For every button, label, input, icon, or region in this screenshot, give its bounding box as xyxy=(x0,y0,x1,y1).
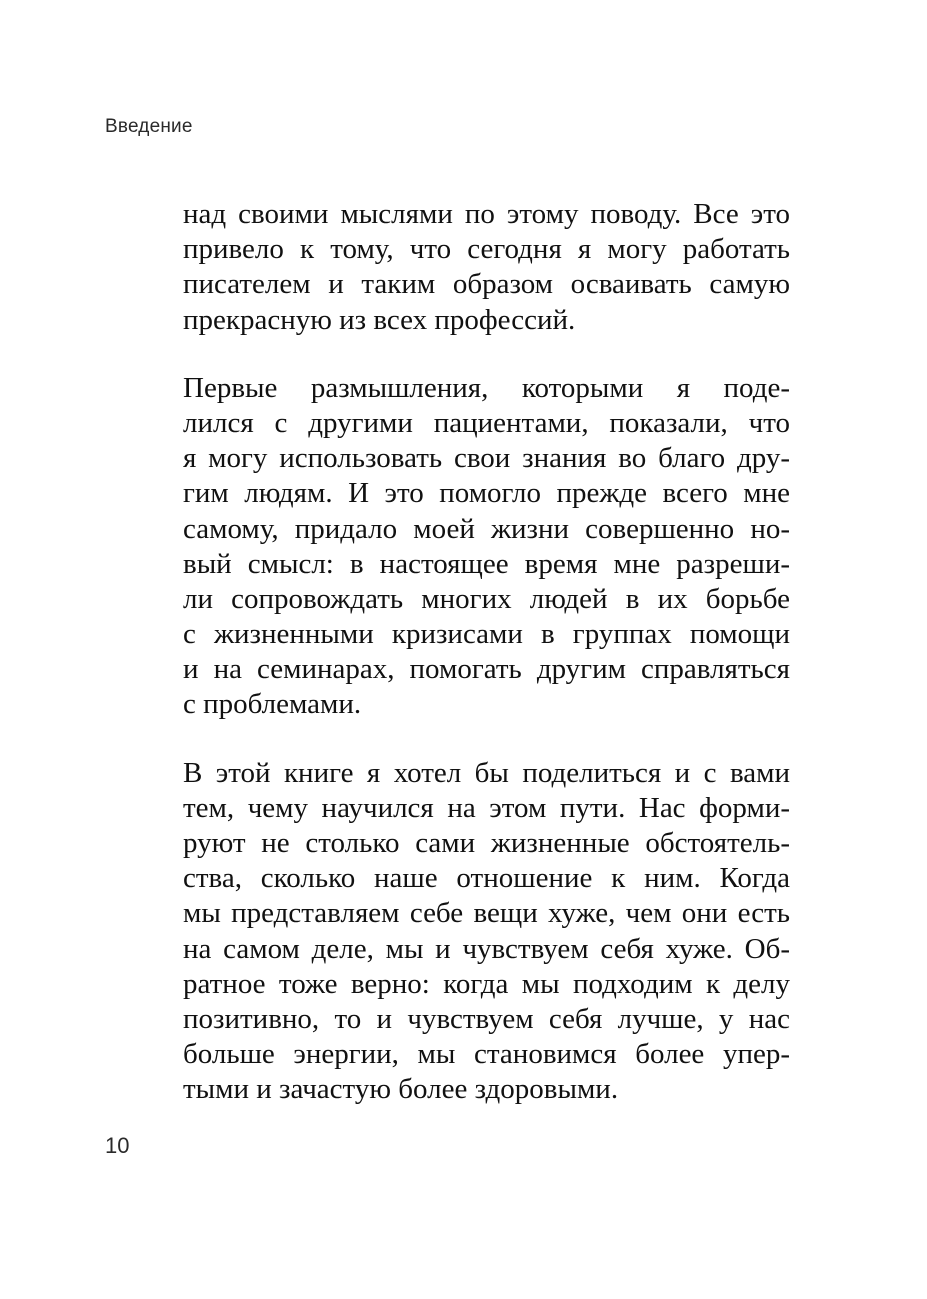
text-line: мы представляем себе вещи хуже, чем они есть xyxy=(183,897,790,930)
paragraph-gap xyxy=(183,338,790,371)
text-line: тыми и зачастую более здоровыми. xyxy=(183,1073,619,1106)
text-line: ли сопровождать многих людей в их борьбе xyxy=(183,582,790,615)
text-line: с жизненными кризисами в группах помощи xyxy=(183,618,790,651)
paragraph-2 xyxy=(183,371,790,723)
text-line: ства, сколько наше отношение к ним. Когда xyxy=(183,862,790,895)
text-line: руют не столько сами жизненные обстоятель- xyxy=(183,827,790,859)
text-line: на самом деле, мы и чувствуем себя хуже. Об- xyxy=(183,932,790,965)
body-text xyxy=(183,197,790,1108)
paragraph-3 xyxy=(183,756,790,1108)
text-line: тем, чему научился на этом пути. Нас форми- xyxy=(183,791,790,824)
text-line: привело к тому, что сегодня я могу работать xyxy=(183,233,790,266)
paragraph-1 xyxy=(183,197,790,338)
text-line: Первые размышления, которыми я поде- xyxy=(183,371,790,404)
text-line: больше энергии, мы становимся более упер- xyxy=(183,1038,790,1071)
text-line: В этой книге я хотел бы поделиться и с вами xyxy=(183,756,790,789)
paragraph-gap xyxy=(183,723,790,756)
text-line: самому, придало моей жизни совершенно но- xyxy=(183,512,790,545)
running-header: Введение xyxy=(105,116,193,137)
text-line: прекрасную из всех профессий. xyxy=(183,303,576,336)
text-line: лился с другими пациентами, показали, что xyxy=(183,406,790,439)
text-line: гим людям. И это помогло прежде всего мне xyxy=(183,477,790,510)
text-line: писателем и таким образом осваивать самую xyxy=(183,268,790,301)
text-line: над своими мыслями по этому поводу. Все это xyxy=(183,198,790,230)
page-number: 10 xyxy=(105,1133,130,1158)
text-line: и на семинарах, помогать другим справляться xyxy=(183,653,790,686)
text-line: вый смысл: в настоящее время мне разреши- xyxy=(183,547,790,580)
text-line: я могу использовать свои знания во благо дру- xyxy=(183,442,790,475)
text-line: с проблемами. xyxy=(183,688,362,721)
text-line: ратное тоже верно: когда мы подходим к делу xyxy=(183,967,790,1000)
text-line: позитивно, то и чувствуем себя лучше, у нас xyxy=(183,1002,790,1035)
